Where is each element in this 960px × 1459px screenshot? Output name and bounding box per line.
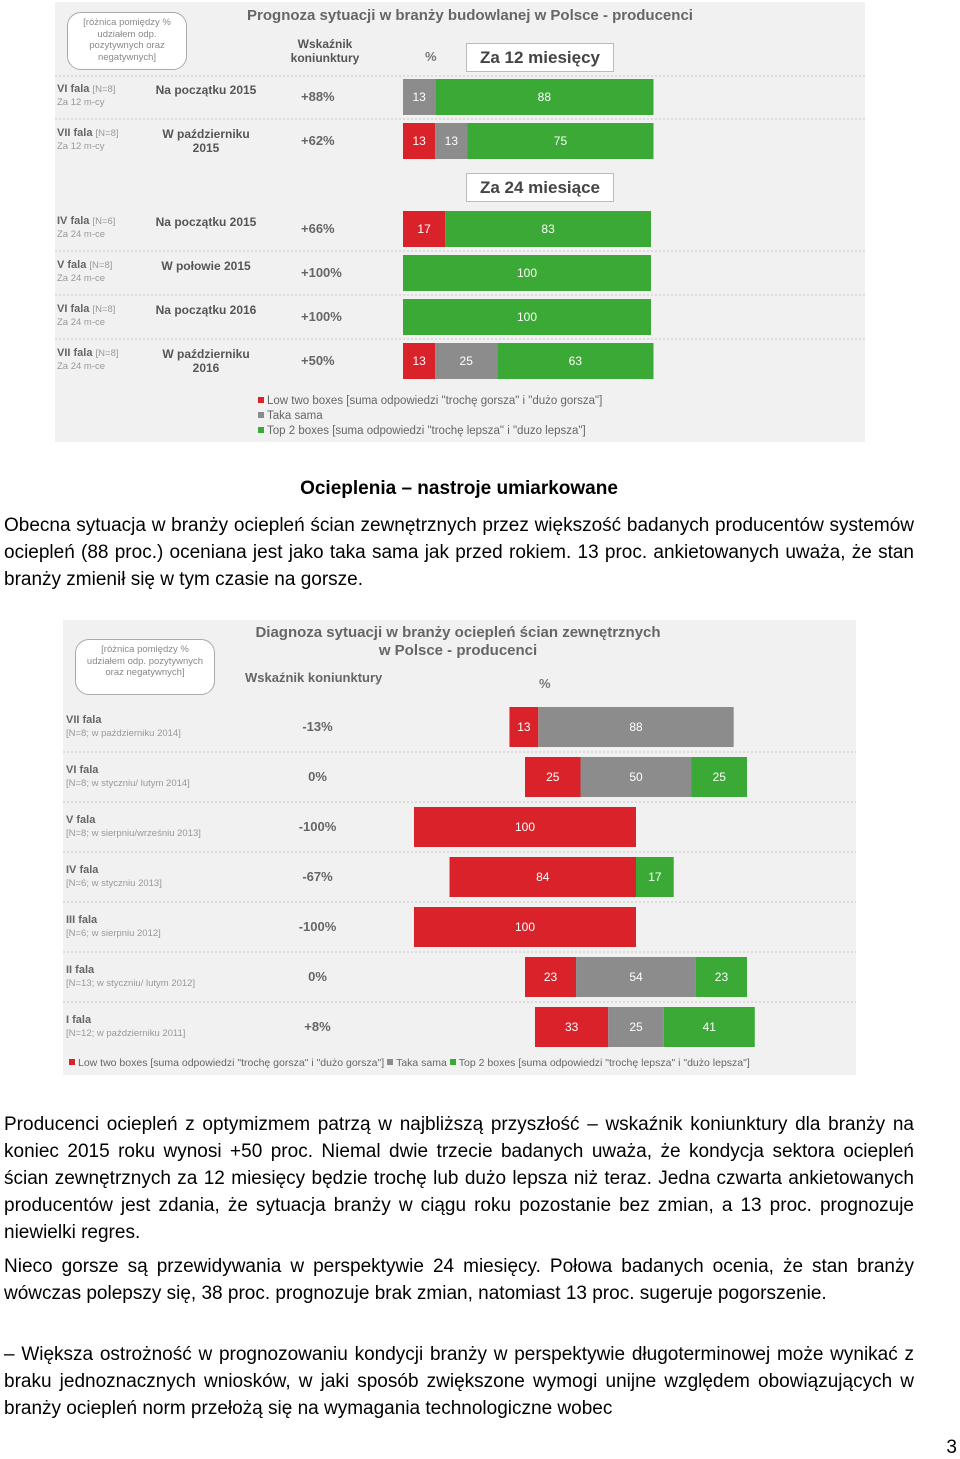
forecast-chart <box>55 2 865 442</box>
bar-value-label: 25 <box>712 770 726 784</box>
horizon: Za 12 m-cy <box>57 141 105 152</box>
indicator-value: +62% <box>301 133 335 148</box>
legend <box>258 394 602 439</box>
wave-timing: W październiku 2016 <box>162 347 250 375</box>
diagnosis-bars <box>63 620 856 1075</box>
bar-value-label: 17 <box>648 870 662 884</box>
sample-size: [N=8] <box>89 260 113 271</box>
paragraph-3: Nieco gorsze są przewidywania w perspektywie 24 miesięcy. Połowa badanych ocenia, że stan branży wówczas polepszy się, 38 proc. prognozuje brak zmian, natomiast 13 proc. sugeruje pogorszenie. <box>4 1256 914 1304</box>
bar-value-label: 63 <box>568 354 583 368</box>
bar-value-label: 84 <box>536 870 550 884</box>
legend <box>69 1057 750 1069</box>
wave-detail: [N=12; w październiku 2011] <box>66 1028 186 1039</box>
indicator-value: +100% <box>301 265 342 280</box>
indicator-value: +50% <box>301 353 335 368</box>
sample-size: [N=8] <box>95 348 119 359</box>
indicator-value: +100% <box>301 309 342 324</box>
bar-value-label: 83 <box>541 222 555 236</box>
bar-value-label: 88 <box>537 90 552 104</box>
horizon: Za 24 m-ce <box>57 361 106 372</box>
diagnosis-chart <box>63 620 856 1075</box>
page-number: 3 <box>946 1437 957 1458</box>
indicator-value: +66% <box>301 221 335 236</box>
horizon: Za 24 m-ce <box>57 273 106 284</box>
bar-value-label: 23 <box>543 970 558 984</box>
wave-name: IV fala <box>57 215 90 227</box>
indicator-value: +8% <box>304 1019 331 1034</box>
bar-value-label: 17 <box>417 222 431 236</box>
wave-name: VII fala <box>66 714 102 726</box>
bar-value-label: 13 <box>412 134 426 148</box>
wave-detail: [N=6; w styczniu 2013] <box>66 878 162 889</box>
paragraph-4: – Większa ostrożność w prognozowaniu kondycji branży w perspektywie długoterminowej może wynikać z braku jednoznacznych wniosków, w jaki sposób zwiększone wymogi unijne względem obowiązujących w branży ociepleń norm przełożą się na wymagania technologiczne wobec <box>4 1344 914 1419</box>
legend-swatch-same-icon <box>258 412 264 418</box>
wave-timing: Na początku 2016 <box>155 303 257 317</box>
wave-name: VII fala <box>57 127 93 139</box>
period-label-24m: Za 24 miesiące <box>466 173 614 202</box>
bar-value-label: 54 <box>629 970 643 984</box>
legend-item-same: Taka sama <box>387 1057 447 1069</box>
legend-swatch-top-icon <box>450 1059 456 1065</box>
wave-name: I fala <box>66 1014 92 1026</box>
wave-timing: Na początku 2015 <box>155 83 257 97</box>
indicator-value: -100% <box>298 919 337 934</box>
wave-name: III fala <box>66 914 98 926</box>
wave-timing: W połowie 2015 <box>161 259 251 273</box>
bar-value-label: 13 <box>517 720 531 734</box>
bar-value-label: 100 <box>514 820 536 834</box>
legend-swatch-low-icon <box>258 397 264 403</box>
bar-value-label: 75 <box>553 134 568 148</box>
bar-value-label: 23 <box>714 970 729 984</box>
bar-value-label: 100 <box>516 266 538 280</box>
indicator-note-bubble: [różnica pomiędzy % udziałem odp. pozytywnych oraz negatywnych] <box>75 639 215 695</box>
bar-value-label: 25 <box>546 770 560 784</box>
bar-value-label: 13 <box>444 134 459 148</box>
bar-value-label: 100 <box>514 920 536 934</box>
chart-title: Diagnoza sytuacji w branży ociepleń ścian zewnętrznych w Polsce - producenci <box>255 624 661 659</box>
sample-size: [N=8] <box>92 304 116 315</box>
indicator-value: -13% <box>302 719 333 734</box>
wave-detail: [N=8; w sierpniu/wrześniu 2013] <box>66 828 201 839</box>
wave-name: V fala <box>57 259 87 271</box>
legend-item-low: Low two boxes [suma odpowiedzi "trochę gorsza" i "dużo gorsza"] <box>69 1057 384 1069</box>
horizon: Za 24 m-ce <box>57 229 106 240</box>
paragraph-1: Obecna sytuacja w branży ociepleń ścian zewnętrznych przez większość badanych producentów systemów ociepleń (88 proc.) oceniana jest jako taka sama jak przed rokiem. 13 proc. ankietowanych uważa, że stan branży zmienił się w tym czasie na gorsze. <box>4 515 914 590</box>
indicator-header: Wskaźnik koniunktury <box>245 670 383 685</box>
bar-value-label: 25 <box>459 354 473 368</box>
bar-value-label: 50 <box>629 770 643 784</box>
wave-name: VI fala <box>57 303 90 315</box>
wave-detail: [N=8; w październiku 2014] <box>66 728 181 739</box>
bar-value-label: 25 <box>629 1020 643 1034</box>
forecast-bars <box>55 2 865 442</box>
indicator-value: +88% <box>301 89 335 104</box>
wave-detail: [N=8; w styczniu/ lutym 2014] <box>66 778 190 789</box>
wave-name: II fala <box>66 964 95 976</box>
legend-item-low: Low two boxes [suma odpowiedzi "trochę gorsza" i "dużo gorsza"] <box>258 394 602 409</box>
wave-detail: [N=6; w sierpniu 2012] <box>66 928 161 939</box>
section-heading: Ocieplenia – nastroje umiarkowane <box>300 478 618 499</box>
wave-timing: W październiku 2015 <box>162 127 250 155</box>
wave-detail: [N=13; w styczniu/ lutym 2012] <box>66 978 196 989</box>
indicator-header: Wskaźnik koniunktury <box>290 37 360 65</box>
sample-size: [N=6] <box>92 216 116 227</box>
bar-value-label: 100 <box>516 310 538 324</box>
legend-swatch-low-icon <box>69 1059 75 1065</box>
horizon: Za 24 m-ce <box>57 317 106 328</box>
unit-label: % <box>425 49 437 64</box>
period-label-12m: Za 12 miesięcy <box>466 43 614 72</box>
chart-title: Prognoza sytuacji w branży budowlanej w Polsce - producenci <box>247 7 693 24</box>
bar-value-label: 33 <box>564 1020 579 1034</box>
indicator-value: -100% <box>298 819 337 834</box>
wave-name: VII fala <box>57 347 93 359</box>
bar-value-label: 88 <box>629 720 643 734</box>
bar-value-label: 13 <box>412 354 426 368</box>
bar-value-label: 13 <box>412 90 426 104</box>
sample-size: [N=8] <box>92 84 116 95</box>
wave-timing: Na początku 2015 <box>155 215 257 229</box>
wave-name: VI fala <box>57 83 90 95</box>
wave-name: VI fala <box>66 764 99 776</box>
wave-name: IV fala <box>66 864 99 876</box>
legend-item-same: Taka sama <box>258 409 602 424</box>
indicator-value: 0% <box>308 769 327 784</box>
indicator-value: -67% <box>302 869 333 884</box>
wave-name: V fala <box>66 814 96 826</box>
sample-size: [N=8] <box>95 128 119 139</box>
horizon: Za 12 m-cy <box>57 97 105 108</box>
bar-value-label: 41 <box>702 1020 716 1034</box>
legend-item-top: Top 2 boxes [suma odpowiedzi "trochę lepsza" i "duzo lepsza"] <box>258 424 602 439</box>
unit-label: % <box>539 676 551 691</box>
legend-swatch-same-icon <box>387 1059 393 1065</box>
indicator-value: 0% <box>308 969 327 984</box>
paragraph-2: Producenci ociepleń z optymizmem patrzą w najbliższą przyszłość – wskaźnik koniunktury dla branży na koniec 2015 roku wynosi +50 proc. Niemal dwie trzecie badanych uważa, że kondycja sektora ociepleń ścian zewnętrznych za 12 miesięcy będzie trochę lub dużo lepsza niż teraz. Jedna czwarta ankietowanych producentów jest zdania, że sytuacja branży w ciągu roku pozostanie bez zmian, a 13 proc. prognozuje niewielki regres. <box>4 1114 914 1243</box>
legend-item-top: Top 2 boxes [suma odpowiedzi "trochę lepsza" i "dużo lepsza"] <box>450 1057 750 1069</box>
indicator-note-bubble: [różnica pomiędzy % udziałem odp. pozytywnych oraz negatywnych] <box>67 12 187 70</box>
legend-swatch-top-icon <box>258 427 264 433</box>
